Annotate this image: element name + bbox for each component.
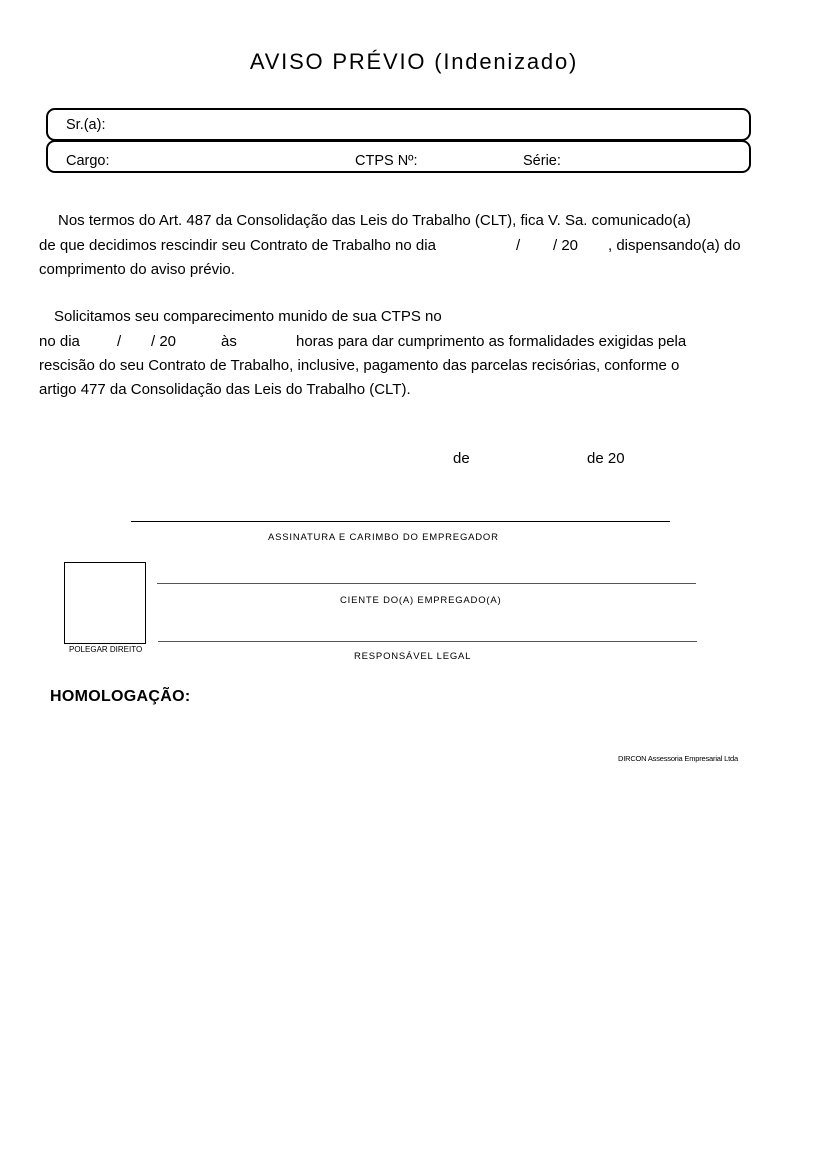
- notice-slash-1: /: [516, 237, 521, 254]
- date-de-20: de 20: [587, 450, 625, 467]
- homologacao-heading: HOMOLOGAÇÃO:: [50, 688, 191, 705]
- notice-line-3: comprimento do aviso prévio.: [39, 261, 235, 278]
- employer-signature-line: [131, 521, 670, 522]
- date-de: de: [453, 450, 470, 467]
- cargo-label: Cargo:: [66, 153, 110, 169]
- notice-line-2b: , dispensando(a) do: [608, 237, 741, 254]
- sr-label: Sr.(a):: [66, 117, 106, 133]
- serie-label: Série:: [523, 153, 561, 169]
- appearance-line-2b: horas para dar cumprimento as formalidades exigidas pela: [296, 333, 687, 350]
- ctps-label: CTPS Nº:: [355, 153, 418, 169]
- recipient-box: [46, 108, 751, 141]
- notice-line-2a: de que decidimos rescindir seu Contrato de Trabalho no dia: [39, 237, 436, 254]
- appearance-slash-1: /: [117, 333, 122, 350]
- employee-signature-label: CIENTE DO(A) EMPREGADO(A): [340, 595, 502, 606]
- notice-line-1: Nos termos do Art. 487 da Consolidação das Leis do Trabalho (CLT), fica V. Sa. comunicado(a): [58, 212, 691, 229]
- legal-signature-label: RESPONSÁVEL LEGAL: [354, 651, 472, 662]
- employer-signature-label: ASSINATURA E CARIMBO DO EMPREGADOR: [268, 532, 499, 543]
- appearance-line-3: rescisão do seu Contrato de Trabalho, inclusive, pagamento das parcelas recisórias, conforme o: [39, 357, 680, 374]
- appearance-slash-2: / 20: [151, 333, 177, 350]
- appearance-as: às: [221, 333, 237, 350]
- appearance-no-dia: no dia: [39, 333, 80, 350]
- document-title: AVISO PRÉVIO (Indenizado): [249, 49, 579, 74]
- legal-signature-line: [158, 641, 697, 642]
- employee-signature-line: [157, 583, 696, 584]
- appearance-line-1: Solicitamos seu comparecimento munido de sua CTPS no: [54, 308, 442, 325]
- appearance-line-4: artigo 477 da Consolidação das Leis do Trabalho (CLT).: [39, 381, 411, 398]
- footer-company: DIRCON Assessoria Empresarial Ltda: [618, 754, 738, 763]
- notice-slash-2: / 20: [553, 237, 579, 254]
- thumbprint-label: POLEGAR DIREITO: [69, 645, 143, 654]
- thumbprint-box: [64, 562, 146, 644]
